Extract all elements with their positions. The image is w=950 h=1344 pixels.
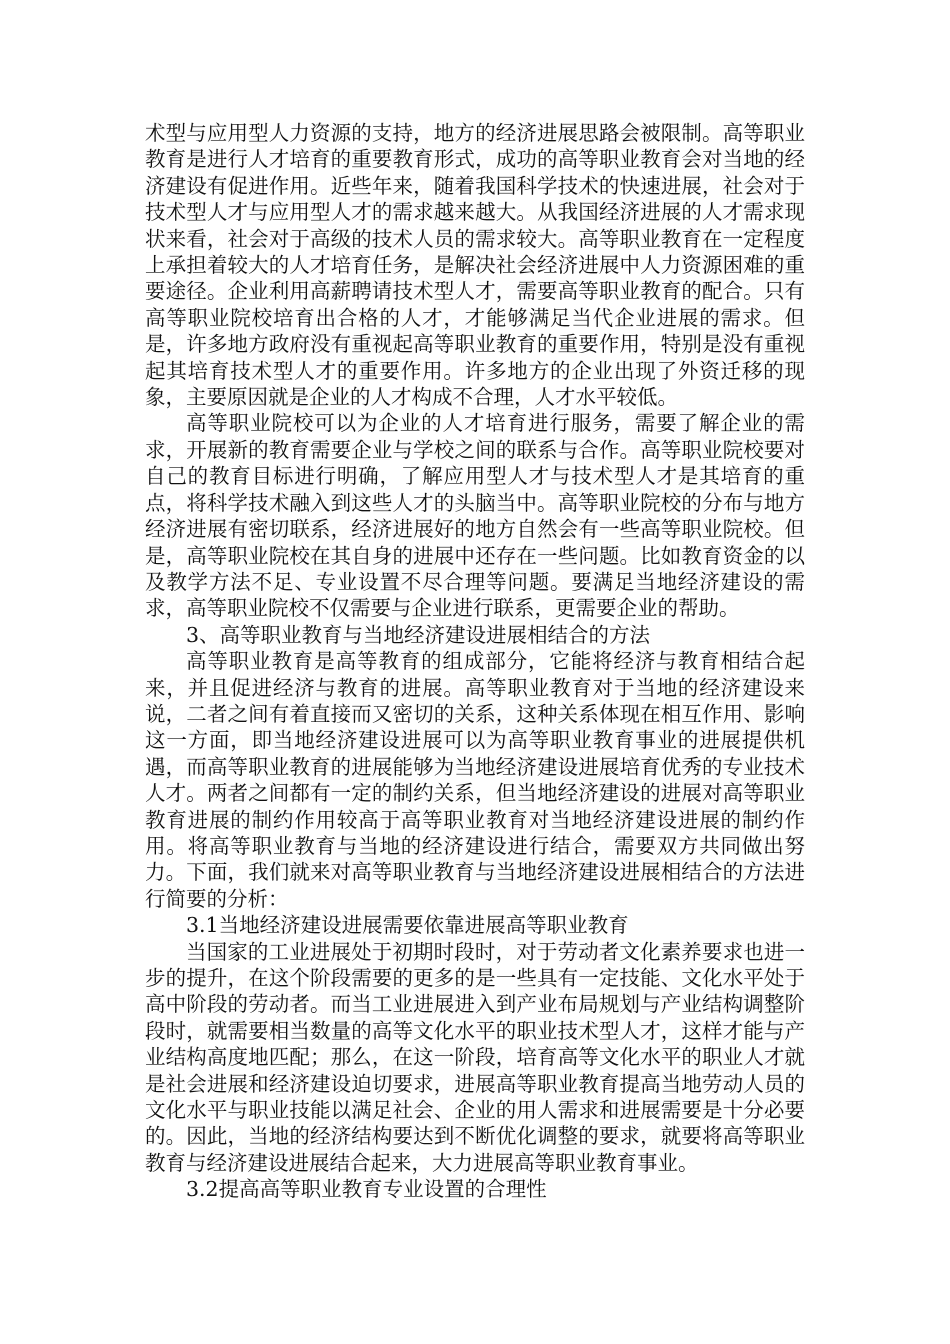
document-page — [145, 120, 805, 1203]
section-heading-3: 3、高等职业教育与当地经济建设进展相结合的方法 — [186, 622, 651, 647]
subsection-heading-3-2: 3.2提高高等职业教育专业设置的合理性 — [186, 1177, 547, 1202]
paragraph-3: 高等职业教育是高等教育的组成部分，它能将经济与教育相结合起来，并且促进经济与教育的进展。高等职业教育对于当地的经济建设来说，二者之间有着直接而又密切的关系，这种关系体现在相互作用、影响这一方面，即当地经济建设进展可以为高等职业教育事业的进展提供机遇，而高等职业教育的进展能够为当地经济建设进展培育优秀的专业技术人才。两者之间都有一定的制约关系，但当地经济建设的进展对高等职业教育进展的制约作用较高于高等职业教育对当地经济建设进展的制约作用。将高等职业教育与当地的经济建设进行结合，需要双方共同做出努力。下面，我们就来对高等职业教育与当地经济建设进展相结合的方法进行简要的分析： — [145, 649, 805, 911]
paragraph-2: 高等职业院校可以为企业的人才培育进行服务，需要了解企业的需求，开展新的教育需要企业与学校之间的联系与合作。高等职业院校要对自己的教育目标进行明确，了解应用型人才与技术型人才是其培育的重点，将科学技术融入到这些人才的头脑当中。高等职业院校的分布与地方经济进展有密切联系，经济进展好的地方自然会有一些高等职业院校。但是，高等职业院校在其自身的进展中还存在一些问题。比如教育资金的以及教学方法不足、专业设置不尽合理等问题。要满足当地经济建设的需求，高等职业院校不仅需要与企业进行联系，更需要企业的帮助。 — [145, 411, 805, 621]
paragraph-1: 术型与应用型人力资源的支持，地方的经济进展思路会被限制。高等职业教育是进行人才培育的重要教育形式，成功的高等职业教育会对当地的经济建设有促进作用。近些年来，随着我国科学技术的快速进展，社会对于技术型人才与应用型人才的需求越来越大。从我国经济进展的人才需求现状来看，社会对于高级的技术人员的需求较大。高等职业教育在一定程度上承担着较大的人才培育任务，是解决社会经济进展中人力资源困难的重要途径。企业利用高薪聘请技术型人才，需要高等职业教育的配合。只有高等职业院校培育出合格的人才，才能够满足当代企业进展的需求。但是，许多地方政府没有重视起高等职业教育的重要作用，特别是没有重视起其培育技术型人才的重要作用。许多地方的企业出现了外资迁移的现象，主要原因就是企业的人才构成不合理，人才水平较低。 — [145, 121, 805, 410]
paragraph-4: 当国家的工业进展处于初期时段时，对于劳动者文化素养要求也进一步的提升，在这个阶段需要的更多的是一些具有一定技能、文化水平处于高中阶段的劳动者。而当工业进展进入到产业布局规划与产业结构调整阶段时，就需要相当数量的高等文化水平的职业技术型人才，这样才能与产业结构高度地匹配；那么，在这一阶段，培育高等文化水平的职业人才就是社会进展和经济建设迫切要求，进展高等职业教育提高当地劳动人员的文化水平与职业技能以满足社会、企业的用人需求和进展需要是十分必要的。因此，当地的经济结构要达到不断优化调整的要求，就要将高等职业教育与经济建设进展结合起来，大力进展高等职业教育事业。 — [145, 939, 805, 1175]
subsection-heading-3-1: 3.1当地经济建设进展需要依靠进展高等职业教育 — [186, 913, 629, 938]
